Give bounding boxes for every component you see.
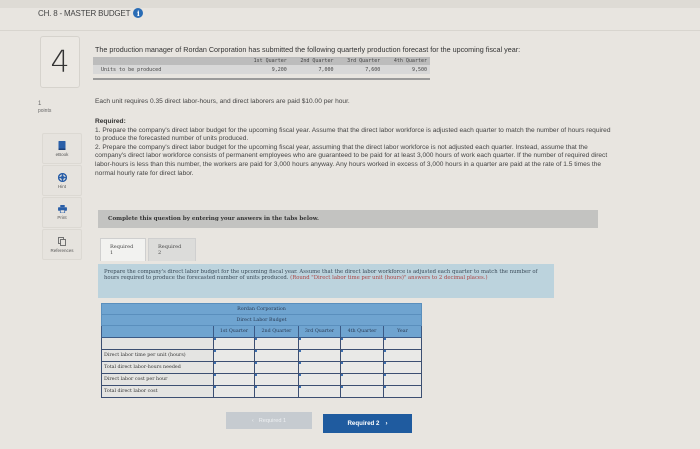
budget-col-header: 3rd Quarter [299,326,341,338]
answer-tabs [100,238,196,261]
q2-input-field[interactable] [255,362,298,373]
tab-required-1[interactable]: Required 1 [100,238,146,261]
row-label: Direct labor time per unit (hours) [102,350,214,362]
q4-input-field[interactable] [341,362,383,373]
budget-header-blank [102,326,214,338]
q2-input-field[interactable] [255,374,298,385]
points-display [38,101,51,115]
next-required-button[interactable] [323,414,412,433]
forecast-header-blank [93,57,243,65]
problem-intro: The production manager of Rordan Corporation has submitted the following quarterly production forecast for the upcoming fiscal year: [95,45,521,54]
instruction-bar: Complete this question by entering your answers in the tabs below. [98,210,598,228]
year-input-field[interactable] [384,386,421,397]
q1-input[interactable] [214,362,255,374]
table-row [102,362,422,374]
q1-input[interactable] [214,350,255,362]
q3-input[interactable] [299,386,341,398]
year-input-field[interactable] [384,362,421,373]
required-2-text: 2. Prepare the company's direct labor budget for the upcoming fiscal year, assuming that the direct labor workforce is not adjusted each quarter. Instead, assume that the company's direct labor workforce consists of permanent employees who are guaranteed to be paid for at least 3,000 hours of work each quarter. If the number of required direct labor-hours is less than this number, the workers are paid for 3,000 hours anyway. Any hours worked in excess of 3,000 hours in a quarter are paid at the rate of 1.5 times the normal hourly rate for direct labor. [95,143,608,177]
year-input[interactable] [384,386,422,398]
copy-icon [58,237,66,246]
q4-input-field[interactable] [341,374,383,385]
q4-input[interactable] [341,374,384,386]
q4-input-field[interactable] [341,386,383,397]
ebook-label: eBook [55,151,69,157]
info-icon[interactable]: i [133,8,143,18]
table-row [102,350,422,362]
budget-col-header: 1st Quarter [214,326,255,338]
table-row [102,338,422,350]
q1-input-field[interactable] [214,362,254,373]
tab-required-2[interactable]: Required 2 [148,238,196,261]
forecast-col-header: 4th Quarter [383,57,430,65]
q1-input[interactable] [214,374,255,386]
q2-input[interactable] [255,350,299,362]
q3-input-field[interactable] [299,386,340,397]
forecast-col-header: 2nd Quarter [290,57,337,65]
q3-input[interactable] [299,350,341,362]
forecast-value: 7,600 [337,65,384,74]
q4-input-field[interactable] [341,350,383,361]
book-icon [58,141,66,150]
chapter-title-text: CH. 8 - MASTER BUDGET [38,8,131,18]
round-note: (Round "Direct labor time per unit (hours)" answers to 2 decimal places.) [290,275,488,282]
q4-input-field[interactable] [341,338,383,349]
required-heading: Required: [95,118,126,125]
lifebuoy-icon [58,173,67,182]
side-tools [42,133,82,261]
forecast-col-header: 3rd Quarter [337,57,384,65]
required-1-text: 1. Prepare the company's direct labor budget for the upcoming fiscal year. Assume that the direct labor workforce is adjusted each quarter to match the number of hours required to produce the forecasted number of units produced. [95,126,611,143]
year-input[interactable] [384,374,422,386]
tab-prompt [98,264,554,298]
forecast-col-header: 1st Quarter [243,57,290,65]
prev-required-button [226,412,312,429]
points-value: 1 [38,101,42,107]
print-button[interactable] [42,197,82,228]
q2-input[interactable] [255,374,299,386]
row-label: Direct labor cost per hour [102,374,214,386]
q1-input-field[interactable] [214,350,254,361]
q4-input[interactable] [341,350,384,362]
forecast-value: 7,000 [290,65,337,74]
year-input-field[interactable] [384,338,421,349]
table-row [102,374,422,386]
forecast-table-bottom-border [93,78,430,80]
q1-input-field[interactable] [214,374,254,385]
forecast-value: 9,200 [243,65,290,74]
references-label: References [50,247,74,253]
q3-input-field[interactable] [299,338,340,349]
q2-input[interactable] [255,362,299,374]
chapter-title [38,8,143,18]
q1-input-field[interactable] [214,386,254,397]
points-label: points [38,108,52,114]
q3-input-field[interactable] [299,350,340,361]
row-label-dropdown[interactable] [102,338,214,350]
q3-input-field[interactable] [299,374,340,385]
budget-company-name: Rordan Corporation [102,304,422,315]
budget-col-header: 2nd Quarter [255,326,299,338]
q1-input-field[interactable] [214,338,254,349]
q2-input-field[interactable] [255,338,298,349]
forecast-value: 9,500 [383,65,430,74]
q1-input[interactable] [214,338,255,350]
required-section [95,118,615,178]
q2-input-field[interactable] [255,386,298,397]
row-label: Total direct labor cost [102,386,214,398]
q1-input[interactable] [214,386,255,398]
references-button[interactable] [42,229,82,260]
year-input-field[interactable] [384,350,421,361]
direct-labor-budget-table [101,303,422,398]
prompt-text: Prepare the company's direct labor budget for the upcoming fiscal year. Assume that the direct labor workforce is adjusted each quarter to match the number of hours required to produce the forecasted number of units produced. [104,269,538,282]
prev-button-label: Required 1 [258,417,287,424]
q4-input[interactable] [341,338,384,350]
year-input-field[interactable] [384,374,421,385]
ebook-button[interactable] [42,133,82,164]
forecast-row-label: Units to be produced [93,65,243,74]
q2-input[interactable] [255,386,299,398]
q2-input[interactable] [255,338,299,350]
labor-rate-text: Each unit requires 0.35 direct labor-hours, and direct laborers are paid $10.00 per hour. [95,98,350,105]
print-label: Print [57,215,67,220]
top-bar [0,0,700,8]
next-button-label: Required 2 [347,420,380,427]
year-input[interactable] [384,362,422,374]
budget-title: Direct Labor Budget [102,315,422,326]
q2-input-field[interactable] [255,350,298,361]
printer-icon [58,205,67,213]
q3-input[interactable] [299,338,341,350]
year-input[interactable] [384,350,422,362]
budget-col-header: 4th Quarter [341,326,384,338]
q4-input[interactable] [341,386,384,398]
budget-col-header: Year [384,326,422,338]
hint-button[interactable] [42,165,82,196]
hint-label: Hint [57,183,66,189]
production-forecast-table [93,57,430,74]
question-number: 4 [40,36,80,88]
row-label: Total direct labor-hours needed [102,362,214,374]
divider [0,30,700,31]
q3-input[interactable] [299,374,341,386]
chevron-right-icon: › [385,420,388,427]
q3-input-field[interactable] [299,362,340,373]
chevron-left-icon: ‹ [251,417,254,424]
q4-input[interactable] [341,362,384,374]
year-input[interactable] [384,338,422,350]
q3-input[interactable] [299,362,341,374]
table-row [102,386,422,398]
